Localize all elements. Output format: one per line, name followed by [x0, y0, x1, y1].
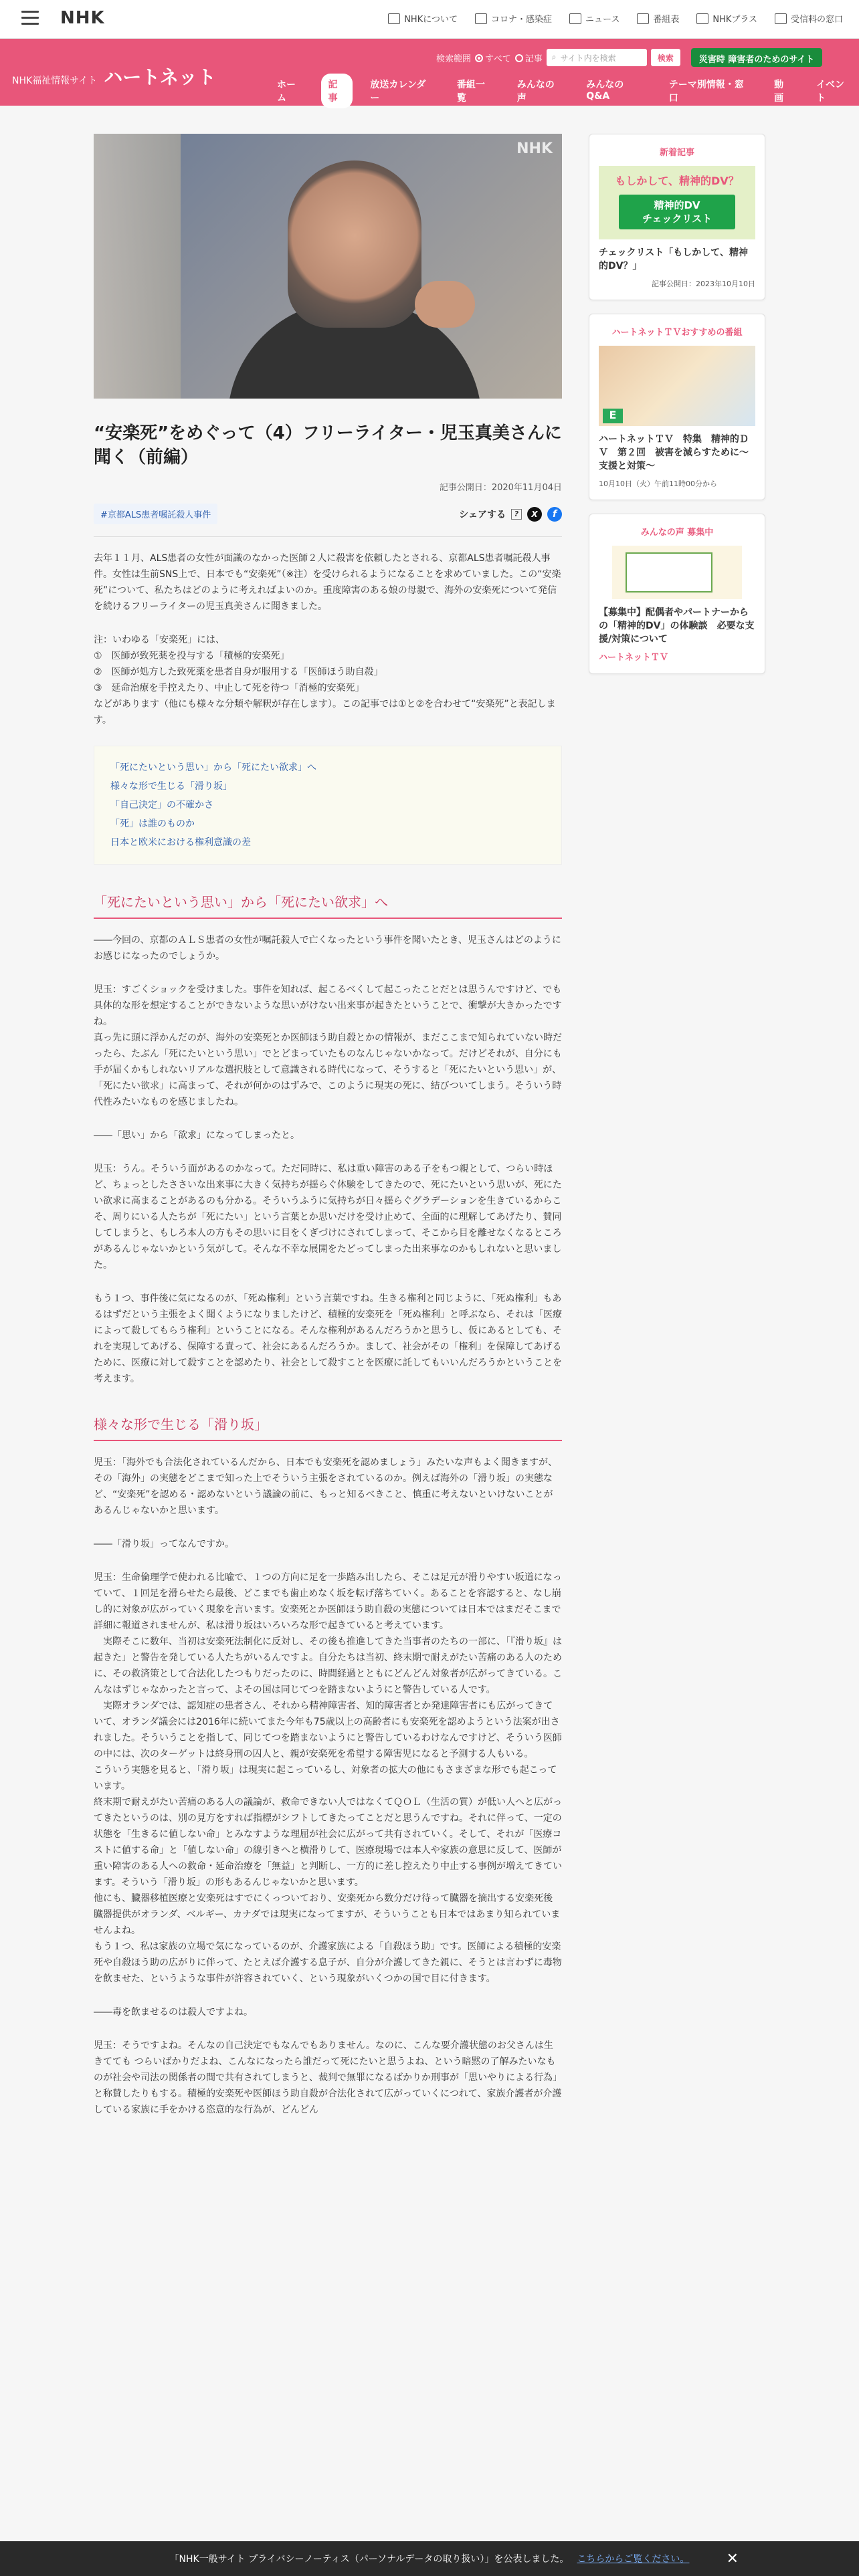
scope-all-radio[interactable]: すべて [475, 51, 511, 64]
article [94, 134, 562, 2135]
scope-articles-radio[interactable]: 記事 [515, 51, 543, 64]
site-header [0, 39, 859, 106]
share-bar [459, 507, 562, 522]
card-heading: みんなの声 募集中 [640, 528, 714, 538]
nhk-watermark: NHK [516, 140, 553, 157]
card-heading: 新着記事 [659, 148, 694, 158]
site-subtitle: NHK福祉情報サイト [12, 76, 98, 86]
search-icon: ⌕ [551, 52, 557, 62]
voices-card[interactable] [589, 514, 765, 674]
menu-icon[interactable] [21, 11, 39, 25]
card-date: 10月10日（火）午前11時00分から [599, 479, 717, 488]
hashtag-link[interactable]: #京都ALS患者嘱託殺人事件 [94, 504, 217, 524]
facebook-share-icon[interactable]: f [547, 507, 562, 522]
card-title: ハートネットＴＶ 特集 精神的ＤＶ 第２回 被害を減らすために～支援と対策～ [599, 434, 749, 471]
nav-videos[interactable]: 動画 [774, 80, 784, 104]
x-share-icon[interactable]: X [527, 507, 542, 522]
toc-item[interactable]: 「自己決定」の不確かさ [110, 800, 213, 811]
nav-voices[interactable]: みんなの声 [516, 80, 555, 104]
hero-photo [94, 134, 562, 399]
note-text: 注：いわゆる「安楽死」には、 ① 医師が致死薬を投与する「積極的安楽死」 ② 医師が処方した致死薬を患者自身が服用する「医師ほう助自殺」 ③ 延命治療を手控えたり、中止して死を待つ「消極的安楽死」 などがあります（他にも様々な分類や解釈が存在します）。この記事では①と②を合わせて“安楽死”と表記します。 [94, 635, 556, 726]
top-link-program-guide[interactable]: 番組表 [637, 12, 679, 25]
top-link-news[interactable]: ニュース [569, 12, 619, 25]
nav-programs[interactable]: 番組一覧 [456, 80, 485, 104]
etv-badge: E [603, 409, 623, 423]
toc-item[interactable]: 「死」は誰のものか [110, 819, 195, 829]
section-heading: 「死にたいという思い」から「死にたい欲求」へ [94, 891, 562, 919]
publish-date: 記事公開日：2020年11月04日 [439, 483, 562, 493]
nhk-logo[interactable]: NHK [60, 8, 105, 28]
section-heading: 様々な形で生じる「滑り坂」 [94, 1414, 562, 1441]
search-scope-label: 検索範囲 [436, 53, 472, 64]
search-button[interactable]: 検索 [651, 49, 680, 66]
main-nav [270, 74, 859, 108]
tv-thumbnail [599, 346, 755, 426]
card-heading: ハートネットＴＶおすすめの番組 [611, 328, 743, 338]
paragraph: ――「滑り坂」ってなんですか。 [94, 1539, 234, 1549]
intro-text: 去年１１月、ALS患者の女性が面識のなかった医師２人に殺害を依頼したとされる、京都ALS患者嘱託殺人事件。女性は生前SNS上で、日本でも“安楽死”（※注）を受けられるようになることを求めていました。この“安楽死”について、私たちはどのように考えればよいのか。重度障害のある娘の母親で、海外の安楽死について発信を続けるフリーライターの児玉真美さんに聞きました。 [94, 553, 561, 612]
paragraph: 児玉：「海外でも合法化されているんだから、日本でも安楽死を認めましょう」みたいな声もよく聞きますが、その「海外」の実態をどこまで知った上でそういう主張をされているのか。例えば海外の「滑り坂」の実態など、“安楽死”を認める・認めないという議論の前に、もっと知るべきこと、慎重に考えないといけないことがあるんじゃないかと思います。 [94, 1457, 557, 1516]
top-link-fee[interactable]: 受信料の窓口 [775, 12, 843, 25]
square-icon [569, 13, 581, 24]
new-article-thumbnail: もしかして、精神的DV？ 精神的DV チェックリスト [599, 166, 755, 239]
paragraph: 児玉：うん。そういう面があるのかなって。ただ同時に、私は重い障害のある子をもつ親として、つらい時ほど、ちょっとしたささいな出来事に大きく気持ちが揺らぐ体験をしてきたので、死にたいという思いが、死にたい欲求に高まることがあるのも分かる。そういうふうに気持ちが日々揺らぐグラデーションを生きているからこそ、周りにいる人たちが「死にたい」という言葉とか思いだけを受け止めて、全面的に理解してあげたり、賛同してしまうと、もしろ本人の方もその思いに目をくぎづけにされてしまって、そこから目を離せなくなるところがあるんじゃないかという気がして。そんな不幸な展開をたどってしまった出来事なのかもしれないと思いました。 [94, 1164, 562, 1271]
toc-item[interactable]: 様々な形で生じる「滑り坂」 [110, 781, 232, 792]
square-icon [696, 13, 708, 24]
cookie-link[interactable]: こちらからご覧ください。 [577, 2554, 690, 2565]
nav-events[interactable]: イベント [816, 80, 845, 104]
search-area [436, 48, 822, 67]
top-link-corona[interactable]: コロナ・感染症 [475, 12, 552, 25]
table-of-contents [94, 746, 562, 865]
paragraph: ――毒を飲ませるのは殺人ですよね。 [94, 2007, 253, 2018]
nav-qa[interactable]: みんなのQ&A [586, 80, 624, 102]
site-name[interactable] [12, 63, 216, 90]
top-links [388, 12, 843, 25]
voices-thumbnail [612, 546, 742, 599]
square-icon [637, 13, 649, 24]
paragraph: 児玉：すごくショックを受けました。事件を知れば、起こるべくして起こったことだとは思うんですけど、でも具体的な形を想定することができないような思いがけない出来事が起きたということで、衝撃が大きかったですね。 真っ先に頭に浮かんだのが、海外の安楽死とか医師ほう助自殺とかの情報が、まだここまで知られていない時だったら、たぶん「死にたいという思い」でとどまっていたものなんじゃないかなって。だけどそれが、自分にも手が届くかもしれないリアルな選択肢として意識される時代になって、そうすると「死にたいという思い」が、「死にたい欲求」に高まって、それが何かのはずみで、このように現実の死に、結びついてしまう。そういう時代性みたいなものを感じましたね。 [94, 984, 562, 1107]
card-title: チェックリスト「もしかして、精神的DV？」 [599, 247, 749, 272]
sidebar [589, 134, 765, 687]
top-link-nhkplus[interactable]: NHKプラス [696, 12, 757, 25]
close-icon[interactable]: ✕ [726, 2551, 739, 2567]
toc-item[interactable]: 日本と欧米における権利意識の差 [110, 837, 251, 848]
article-meta [94, 504, 562, 532]
card-title: 【募集中】配偶者やパートナーからの「精神的DV」の体験談 必要な支援/対策について [599, 607, 755, 645]
site-title: ハートネット [104, 66, 216, 88]
card-program: ハートネットＴＶ [599, 653, 668, 663]
cookie-banner [0, 2541, 859, 2576]
disability-site-button[interactable]: 災害時 障害者のためのサイト [691, 48, 823, 67]
search-input[interactable]: ⌕ サイト内を検索 [547, 49, 647, 66]
new-article-card[interactable] [589, 134, 765, 300]
top-bar [0, 0, 859, 39]
paragraph: ――「思い」から「欲求」になってしまったと。 [94, 1130, 300, 1141]
square-icon [775, 13, 787, 24]
nav-articles[interactable]: 記事 [321, 74, 353, 108]
square-icon [475, 13, 487, 24]
paragraph: もう１つ、事件後に気になるのが、「死ぬ権利」という言葉ですね。生きる権利と同じように、「死ぬ権利」もあるはずだという主張をよく聞くようになりましたけど、積極的安楽死を「死ぬ権利」と呼ぶなら、それは「医療によって殺してもらう権利」ということになる。そんな権利があるんだろうかと思うし、仮にあるとしても、それを実現してあげる、保障する責って、社会にあるんだろうか。まして、社会がその「権利」を保障してあげるために、医療に対して殺すことを認めたり、社会として殺すことを医療に託してもいいんだろうかということを考えます。 [94, 1293, 562, 1384]
top-link-about[interactable]: NHKについて [388, 12, 458, 25]
cookie-text: 「NHK一般サイト プライバシーノーティス（パーソナルデータの取り扱い）」を公表しました。 [169, 2554, 569, 2565]
paragraph: 児玉：生命倫理学で使われる比喩で、１つの方向に足を一歩踏み出したら、そこは足元が滑りやすい坂道になっていて、１回足を滑らせたら最後、どこまでも歯止めなく坂を転げ落ちていく。あることを容認すると、なし崩し的に対象が広がっていく現象を言います。安楽死とか医師ほう助自殺の実態については日本ではまだそこまで詳細に報道されませんが、私は滑り坂はいろいろな形で起きていると考えています。 実際そこに数年、当初は安楽死法制化に反対し、その後も推進してきた当事者のたちの一部に、「『滑り坂』は起きた」と警告を発している人たちがいるんですよ。自分たちは当初、終末期で耐えがたい苦痛のある人のために、その救済策として合法化したつもりだったのに、時間経過とともにどんどん対象者が広がってきている。こんなはずじゃなかったと言って、よその国は同じてつを踏まないようにと警告している人です。 実際オランダでは、認知症の患者さん、それから精神障害者、知的障害者とか発達障害者にも広がってきていて、オランダ議会には2016年に続いてまた今年も75歳以上の高齢者にも安楽死を認めようという法案が出されました。そういうことを指して、同じてつを踏まないようにと警告しているわけなんですけど、そういう医師の中には、次のターゲットは終身刑の囚人と、親が安楽死を希望する障害児になると予測する人もいる。 こういう実態を見ると、「滑り坂」は現実に起こっているし、対象者の拡大の他にもさまざまな形でも起こっています。 終末期で耐えがたい苦痛のある人の議論が、救命できない人ではなくてＱＯＬ（生活の質）が低い人へと広がってきたというのは、別の見方をすれば指標がシフトしてきたってことだと思うんですね。それに伴って、一定の状態を「生きるに値しない命」とみなすような理屈が社会に広がって共有されていく。そして、それが「医療コストに値する命」と「値しない命」の線引きへと横滑りして、医療現場では本人や家族の意思に反して、医師が重い障害のある人への救命・延命治療を「無益」と判断し、一方的に差し控えたり中止する事例が増えてきています。そういう「滑り坂」の形もあるんじゃないかと思います。 他にも、臓器移植医療と安楽死はすでにくっついており、安楽死から数分だけ待って臓器を摘出する安楽死後臓器提供がオランダ、ベルギー、カナダでは現実になってますが、そういうことも日本ではあまり知られていませんよね。 もう１つ、私は家族の立場で気になっているのが、介護家族による「自殺ほう助」です。医師による積極的安楽死や自殺ほう助の広がりに伴って、たとえば介護する息子が、自分が介護してきた親に、そうとは言わずに毒物を飲ませた、というような事件が許容されていく、という現象がいくつかの国で目に付きます。 [94, 1572, 562, 1984]
paragraph: 児玉：そうですよね。そんなの自己決定でもなんでもありません。なのに、こんな要介護状態のお父さんは生きてても つらいばかりだよね、こんなになったら誰だって死にたいと思うよね、という暗黙の了解みたいなものが社会や司法の関係者の間で共有されてしまうと、裁判で無罪になるばかりか刑事が「思いやりによる行為」と称賛したりもする。積極的安楽死や医師ほう助自殺が合法化されて広がっていくにつれて、家族介護者が介護している家族に手をかける恣意的な行為が、どんどん [94, 2040, 562, 2115]
square-icon [388, 13, 400, 24]
toc-item[interactable]: 「死にたいという思い」から「死にたい欲求」へ [110, 762, 316, 773]
nav-home[interactable]: ホーム [277, 80, 296, 104]
paragraph: ――今回の、京都のＡＬＳ患者の女性が嘱託殺人で亡くなったという事件を聞いたとき、児玉さんはどのようにお感じになったのでしょうか。 [94, 935, 561, 962]
help-icon[interactable]: ? [511, 509, 522, 520]
nav-themes[interactable]: テーマ別情報・窓口 [668, 80, 744, 104]
tv-recommend-card[interactable] [589, 314, 765, 500]
card-date: 記事公開日：2023年10月10日 [652, 280, 755, 288]
share-label: シェアする [459, 509, 506, 520]
nav-calendar[interactable]: 放送カレンダー [370, 80, 426, 104]
article-title: “安楽死”をめぐって（4）フリーライター・児玉真美さんに聞く（前編） [94, 423, 562, 467]
